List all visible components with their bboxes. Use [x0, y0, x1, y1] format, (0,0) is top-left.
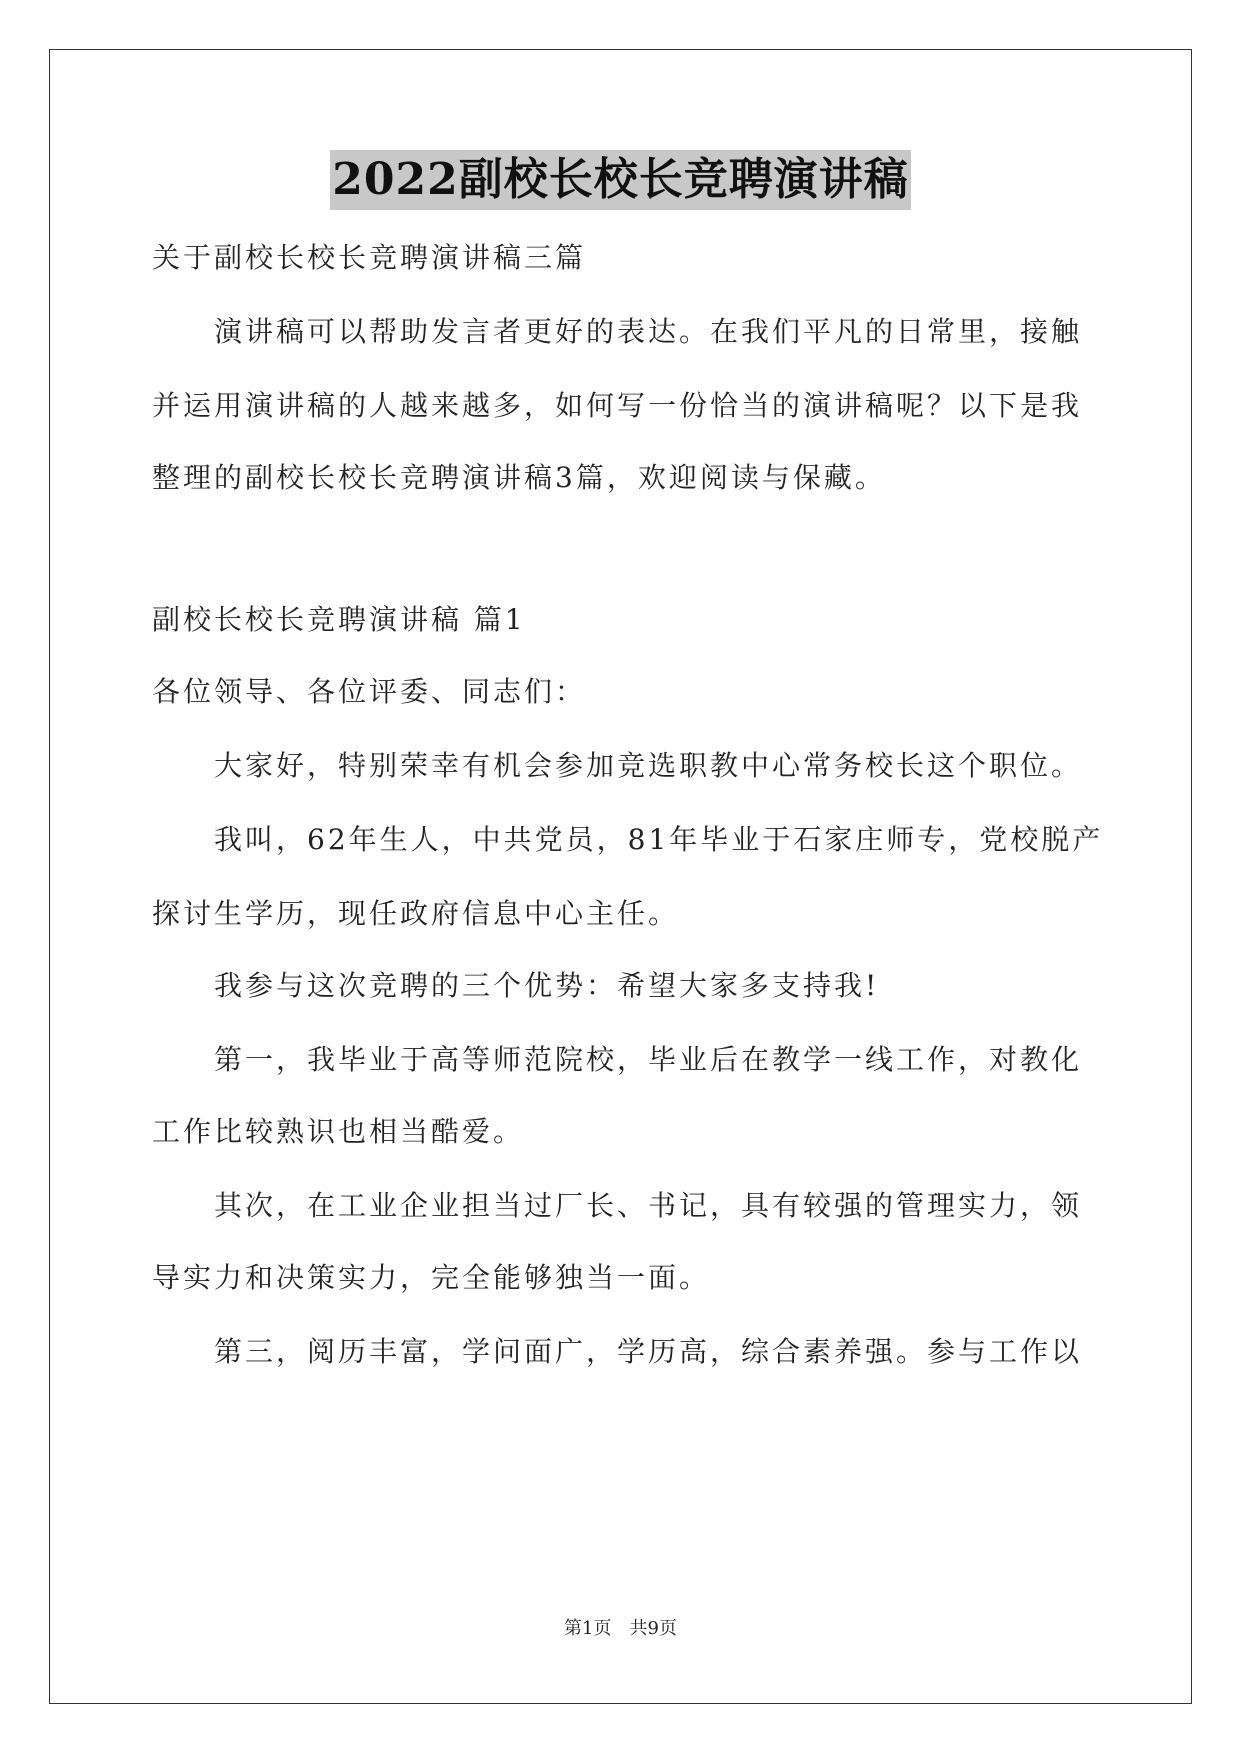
document-title: 2022副校长校长竞聘演讲稿: [330, 150, 910, 210]
salutation-line: 各位领导、各位评委、同志们：: [152, 675, 587, 708]
paragraph-line: 工作比较熟识也相当酷爱。: [152, 1115, 525, 1148]
paragraph-line: 我叫，62年生人，中共党员，81年毕业于石家庄师专，党校脱产: [214, 823, 1104, 856]
paragraph-line: 第一，我毕业于高等师范院校，毕业后在教学一线工作，对教化: [214, 1043, 1083, 1076]
subtitle-line: 关于副校长校长竞聘演讲稿三篇: [152, 241, 587, 274]
paragraph-line: 其次，在工业企业担当过厂长、书记，具有较强的管理实力，领: [214, 1189, 1083, 1222]
paragraph-line: 大家好，特别荣幸有机会参加竞选职教中心常务校长这个职位。: [214, 749, 1083, 782]
section-heading: 副校长校长竞聘演讲稿 篇1: [152, 603, 526, 636]
paragraph-line: 第三，阅历丰富，学问面广，学历高，综合素养强。参与工作以: [214, 1335, 1083, 1368]
paragraph-line: 导实力和决策实力，完全能够独当一面。: [152, 1261, 711, 1294]
paragraph-line: 并运用演讲稿的人越来越多，如何写一份恰当的演讲稿呢？以下是我: [152, 389, 1083, 422]
paragraph-line: 我参与这次竞聘的三个优势：希望大家多支持我!: [214, 969, 880, 1002]
paragraph-line: 整理的副校长校长竞聘演讲稿3篇，欢迎阅读与保藏。: [152, 461, 886, 494]
page-number-footer: 第1页 共9页: [564, 1618, 677, 1639]
paragraph-line: 演讲稿可以帮助发言者更好的表达。在我们平凡的日常里，接触: [214, 315, 1083, 348]
paragraph-line: 探讨生学历，现任政府信息中心主任。: [152, 897, 680, 930]
title-container: [0, 150, 1241, 210]
page-border: [49, 49, 1192, 1704]
